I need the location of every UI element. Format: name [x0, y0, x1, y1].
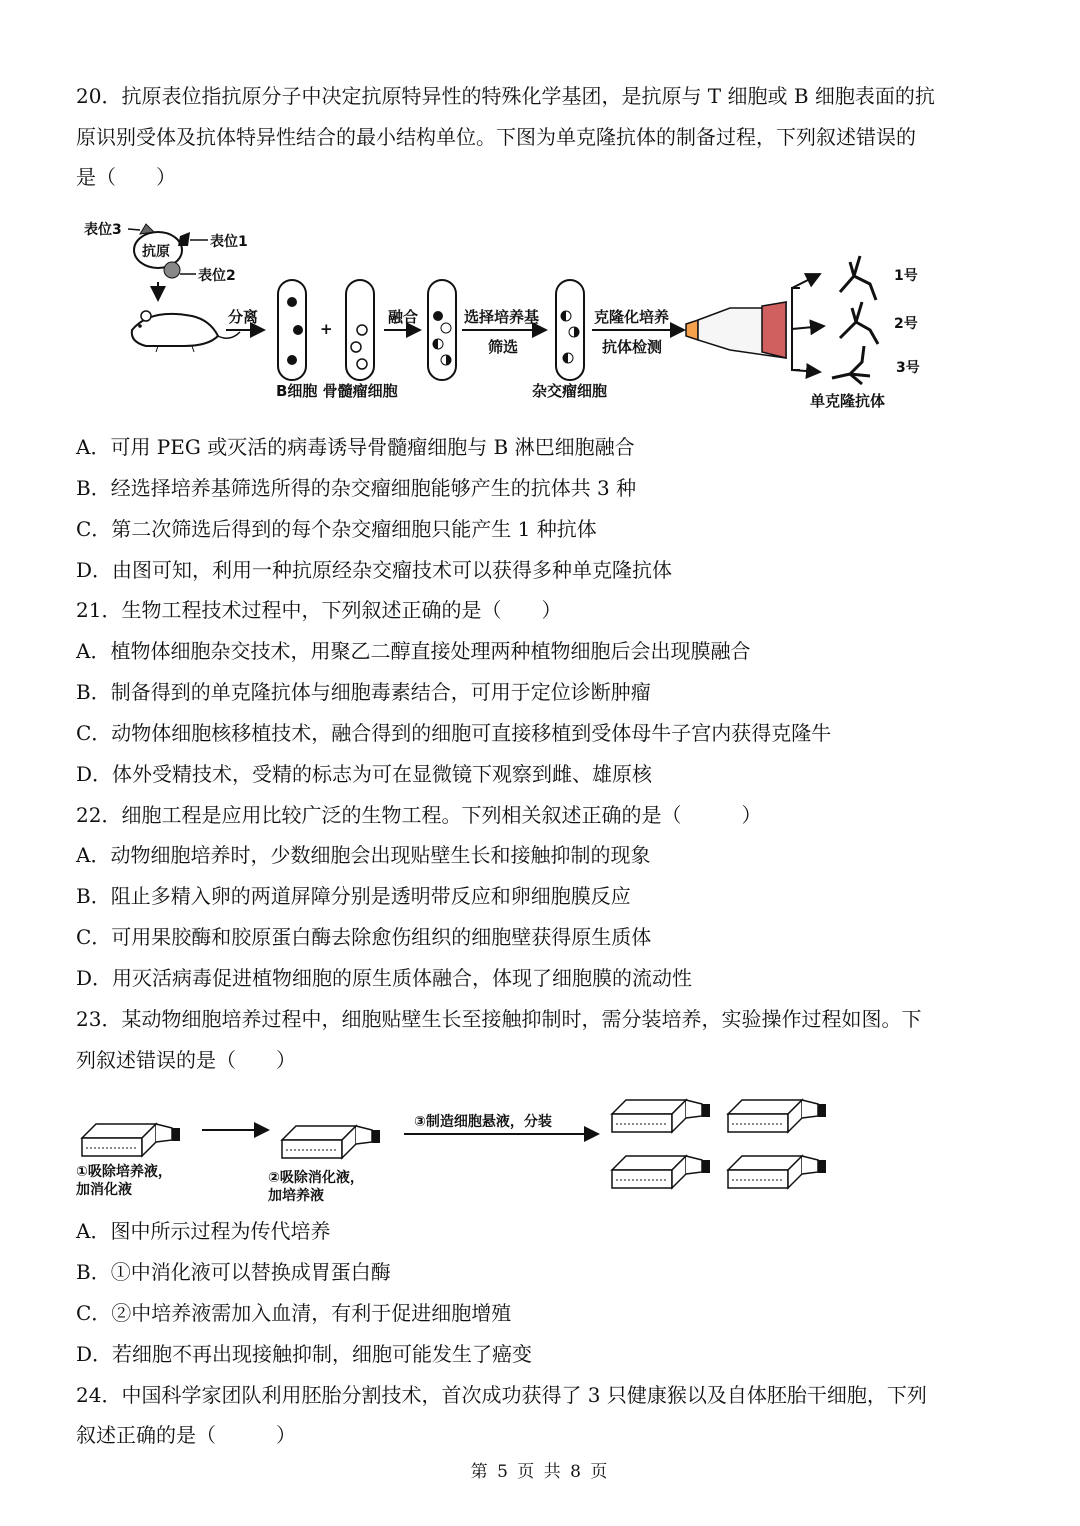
- mouse-icon: [132, 311, 240, 352]
- flask-1-icon: [82, 1124, 180, 1156]
- step1-label-a: ①吸除培养液，: [76, 1164, 172, 1180]
- antibody-1-label: 1号: [894, 268, 918, 284]
- q20-option-d: D．由图可知，利用一种抗原经杂交瘤技术可以获得多种单克隆抗体: [76, 558, 673, 582]
- q23-stem-line-2: 列叙述错误的是（ ）: [76, 1048, 296, 1072]
- tube-hybridoma-cells: [556, 280, 584, 380]
- antibody-3-icon: [832, 346, 870, 384]
- q20-stem-line-3: 是（ ）: [76, 165, 176, 189]
- hybridoma-label: 杂交瘤细胞: [532, 382, 608, 400]
- q22-option-c: C．可用果胶酶和胶原蛋白酶去除愈伤组织的细胞壁获得原生质体: [76, 925, 652, 949]
- q22-stem: 22．细胞工程是应用比较广泛的生物工程。下列相关叙述正确的是（ ）: [76, 803, 762, 827]
- q23-stem-line-1: 23．某动物细胞培养过程中，细胞贴壁生长至接触抑制时，需分装培养，实验操作过程如图。下: [76, 1007, 922, 1031]
- tube-b-cells: [278, 280, 306, 380]
- step-fuse-label: 融合: [388, 308, 419, 326]
- step-separate-label: 分离: [228, 308, 259, 326]
- step-clone-label-1: 克隆化培养: [594, 308, 670, 326]
- q23-option-d: D．若细胞不再出现接触抑制，细胞可能发生了癌变: [76, 1342, 533, 1366]
- q20-option-a: A．可用 PEG 或灭活的病毒诱导骨髓瘤细胞与 B 淋巴细胞融合: [76, 435, 635, 459]
- q22-option-d: D．用灭活病毒促进植物细胞的原生质体融合，体现了细胞膜的流动性: [76, 966, 693, 990]
- q22-option-a: A．动物细胞培养时，少数细胞会出现贴壁生长和接触抑制的现象: [76, 843, 651, 867]
- antigen-label: 抗原: [142, 244, 170, 260]
- cell-subculture-diagram: [76, 1082, 846, 1207]
- monoclonal-antibody-diagram: [80, 212, 940, 412]
- antibody-2-label: 2号: [894, 316, 918, 332]
- q20-stem-line-1: 20．抗原表位指抗原分子中决定抗原特异性的特殊化学基团，是抗原与 T 细胞或 B 细胞表面的抗: [76, 84, 935, 108]
- epitope2-label: 表位2: [198, 268, 236, 284]
- step2-label-a: ②吸除消化液，: [268, 1170, 364, 1186]
- antibody-1-icon: [840, 256, 876, 300]
- q20-stem-line-2: 原识别受体及抗体特异性结合的最小结构单位。下图为单克隆抗体的制备过程，下列叙述错误的: [76, 125, 916, 149]
- step-clone-label-2: 抗体检测: [602, 338, 663, 356]
- cells-label: B细胞 骨髓瘤细胞: [276, 382, 398, 400]
- culture-flask-icon: [686, 302, 786, 358]
- q24-stem-line-1: 24．中国科学家团队利用胚胎分割技术，首次成功获得了 3 只健康猴以及自体胚胎干细胞，下列: [76, 1383, 927, 1407]
- step1-label-b: 加消化液: [76, 1182, 132, 1198]
- plus-sign: +: [320, 320, 333, 338]
- flask-2-icon: [282, 1126, 380, 1158]
- q21-option-c: C．动物体细胞核移植技术，融合得到的细胞可直接移植到受体母牛子宫内获得克隆牛: [76, 721, 832, 745]
- q22-option-b: B．阻止多精入卵的两道屏障分别是透明带反应和卵细胞膜反应: [76, 884, 631, 908]
- monoclonal-antibody-label: 单克隆抗体: [810, 392, 886, 410]
- epitope1-label: 表位1: [210, 234, 248, 250]
- q21-option-b: B．制备得到的单克隆抗体与细胞毒素结合，可用于定位诊断肿瘤: [76, 680, 651, 704]
- page-footer: 第 5 页 共 8 页: [470, 1462, 610, 1482]
- flask-6-icon: [728, 1156, 826, 1188]
- tube-fused-cells: [428, 280, 456, 380]
- step-select-label-1: 选择培养基: [464, 308, 540, 326]
- q21-stem: 21．生物工程技术过程中，下列叙述正确的是（ ）: [76, 598, 562, 622]
- flask-5-icon: [612, 1156, 710, 1188]
- antibody-3-label: 3号: [896, 360, 920, 376]
- q21-option-d: D．体外受精技术，受精的标志为可在显微镜下观察到雌、雄原核: [76, 762, 653, 786]
- tube-myeloma-cells: [346, 280, 374, 380]
- step3-label: ③制造细胞悬液，分装: [414, 1114, 552, 1130]
- step2-label-b: 加培养液: [268, 1188, 324, 1204]
- q23-option-a: A．图中所示过程为传代培养: [76, 1219, 331, 1243]
- flask-3-icon: [612, 1100, 710, 1132]
- q23-option-b: B．①中消化液可以替换成胃蛋白酶: [76, 1260, 391, 1284]
- flask-4-icon: [728, 1100, 826, 1132]
- q20-option-c: C．第二次筛选后得到的每个杂交瘤细胞只能产生 1 种抗体: [76, 517, 597, 541]
- antibody-2-icon: [840, 302, 878, 344]
- q24-stem-line-2: 叙述正确的是（ ）: [76, 1423, 296, 1447]
- q20-option-b: B．经选择培养基筛选所得的杂交瘤细胞能够产生的抗体共 3 种: [76, 476, 637, 500]
- q21-option-a: A．植物体细胞杂交技术，用聚乙二醇直接处理两种植物细胞后会出现膜融合: [76, 639, 751, 663]
- epitope3-label: 表位3: [84, 222, 122, 238]
- step-select-label-2: 筛选: [488, 338, 519, 356]
- q23-option-c: C．②中培养液需加入血清，有利于促进细胞增殖: [76, 1301, 512, 1325]
